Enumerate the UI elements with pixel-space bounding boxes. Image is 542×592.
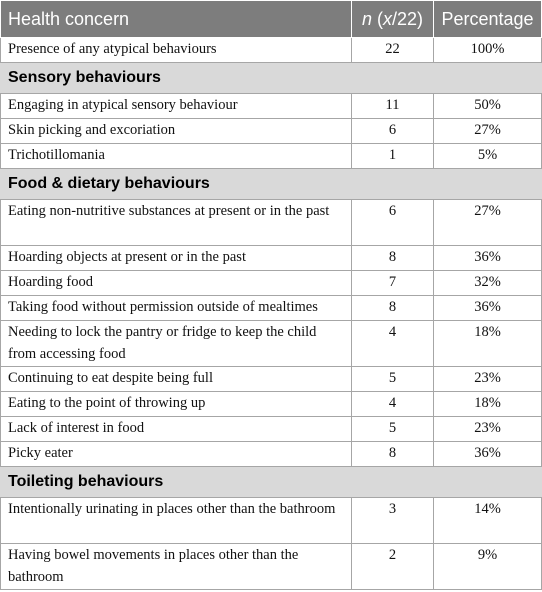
table-header-row: [1, 1, 542, 38]
table-row: [1, 544, 542, 590]
table-row: [1, 246, 542, 271]
row-label: Hoarding food: [1, 271, 352, 296]
row-count: 7: [352, 271, 434, 296]
row-label: Needing to lock the pantry or fridge to keep the child from accessing food: [1, 321, 352, 367]
row-percentage: 32%: [434, 271, 542, 296]
section-title: Toileting behaviours: [1, 467, 542, 498]
row-count: 5: [352, 367, 434, 392]
row-label: Intentionally urinating in places other than the bathroom: [1, 498, 352, 544]
row-count: 8: [352, 442, 434, 467]
section-title: Sensory behaviours: [1, 63, 542, 94]
header-count-total: /22): [391, 8, 424, 29]
row-percentage: 18%: [434, 321, 542, 367]
row-percentage: 36%: [434, 246, 542, 271]
header-count: [352, 1, 434, 38]
row-count: 8: [352, 296, 434, 321]
table-row: [1, 144, 542, 169]
row-count: 8: [352, 246, 434, 271]
header-percentage: Percentage: [434, 1, 542, 38]
row-label: Lack of interest in food: [1, 417, 352, 442]
row-count: 11: [352, 94, 434, 119]
header-count-n: n: [361, 8, 372, 29]
table-row: [1, 417, 542, 442]
row-percentage: 23%: [434, 367, 542, 392]
table-row: [1, 321, 542, 367]
row-count: 1: [352, 144, 434, 169]
section-title: Food & dietary behaviours: [1, 169, 542, 200]
table-row: [1, 498, 542, 544]
section-header-row: [1, 467, 542, 498]
row-label: Continuing to eat despite being full: [1, 367, 352, 392]
row-percentage: 27%: [434, 119, 542, 144]
row-percentage: 23%: [434, 417, 542, 442]
row-label: Trichotillomania: [1, 144, 352, 169]
row-count: 22: [352, 38, 434, 63]
row-percentage: 5%: [434, 144, 542, 169]
table-row: [1, 94, 542, 119]
table-row: [1, 38, 542, 63]
section-header-row: [1, 63, 542, 94]
row-label: Taking food without permission outside of mealtimes: [1, 296, 352, 321]
row-count: 6: [352, 200, 434, 246]
row-label: Engaging in atypical sensory behaviour: [1, 94, 352, 119]
header-count-x: x: [382, 8, 392, 29]
row-count: 3: [352, 498, 434, 544]
row-label: Having bowel movements in places other than the bathroom: [1, 544, 352, 590]
row-count: 2: [352, 544, 434, 590]
row-label: Skin picking and excoriation: [1, 119, 352, 144]
row-count: 4: [352, 392, 434, 417]
row-percentage: 36%: [434, 442, 542, 467]
row-label: Eating to the point of throwing up: [1, 392, 352, 417]
row-percentage: 14%: [434, 498, 542, 544]
row-count: 5: [352, 417, 434, 442]
table-row: [1, 119, 542, 144]
row-count: 6: [352, 119, 434, 144]
row-percentage: 36%: [434, 296, 542, 321]
header-health-concern: Health concern: [1, 1, 352, 38]
table-row: [1, 271, 542, 296]
table-row: [1, 296, 542, 321]
row-label: Presence of any atypical behaviours: [1, 38, 352, 63]
table-row: [1, 367, 542, 392]
row-label: Picky eater: [1, 442, 352, 467]
row-percentage: 18%: [434, 392, 542, 417]
row-count: 4: [352, 321, 434, 367]
row-percentage: 9%: [434, 544, 542, 590]
row-percentage: 27%: [434, 200, 542, 246]
row-percentage: 100%: [434, 38, 542, 63]
table-row: [1, 392, 542, 417]
row-label: Eating non-nutritive substances at present or in the past: [1, 200, 352, 246]
table-row: [1, 442, 542, 467]
row-label: Hoarding objects at present or in the past: [1, 246, 352, 271]
section-header-row: [1, 169, 542, 200]
table-row: [1, 200, 542, 246]
header-count-paren: (: [371, 8, 383, 29]
row-percentage: 50%: [434, 94, 542, 119]
